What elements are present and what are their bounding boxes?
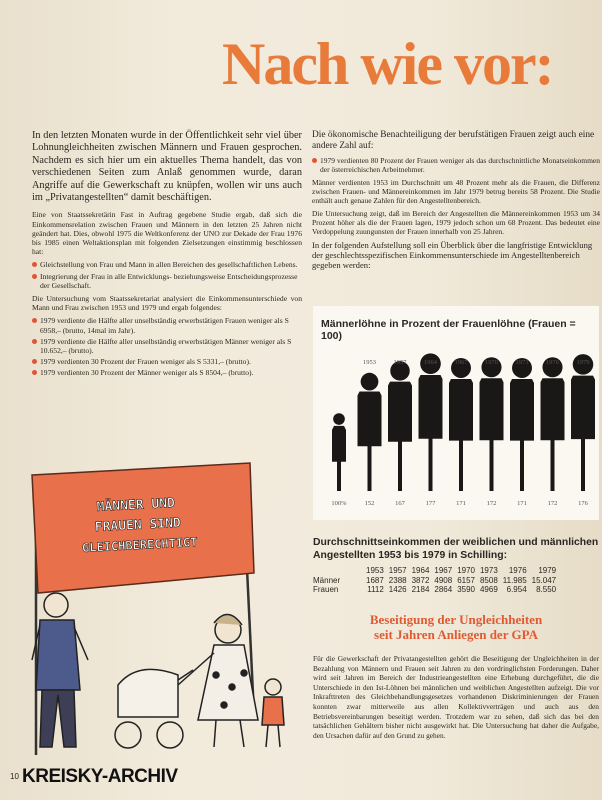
table-cell: 15.047 <box>531 575 557 585</box>
chart-figure-6 <box>510 358 534 491</box>
tick-label: 1957 <box>393 359 407 366</box>
data-label: 171 <box>517 500 527 507</box>
year-header: 1976 <box>508 566 527 575</box>
table-title: Durchschnittseinkommen der weiblichen und männlichen Angestellten 1953 bis 1979 in Schilling: <box>313 537 599 561</box>
chart-figure-5 <box>480 357 504 491</box>
paragraph: Die Untersuchung vom Staatssekretariat analysiert die Einkommensunterschiede von Mann und Frau zwischen 1953 und 1979 und ergab folgendes: <box>32 294 302 313</box>
data-label: 177 <box>425 500 436 507</box>
data-label: 100% <box>331 500 347 507</box>
paragraph: Die ökonomische Benachteiligung der berufstätigen Frauen zeigt auch eine andere Zahl auf: <box>312 130 595 151</box>
tick-label: 1979 <box>576 359 590 366</box>
table-cell: 3872 <box>411 575 430 585</box>
banner-text-2: FRAUEN SIND <box>94 515 182 536</box>
table-cell: 2184 <box>411 585 430 594</box>
woman-figure <box>178 614 258 747</box>
tick-label: 1967 <box>454 359 468 366</box>
row-label: Männer <box>313 575 341 585</box>
table-cell: 8508 <box>479 575 498 585</box>
data-label: 172 <box>486 500 497 507</box>
table-cell: 1112 <box>367 585 384 594</box>
chart-bar <box>332 426 346 491</box>
tick-label: 1953 <box>363 359 376 366</box>
table-cell: 3590 <box>457 585 475 594</box>
table-cell: 2864 <box>434 585 453 594</box>
data-label: 172 <box>547 500 558 507</box>
cartoon-illustration <box>18 455 308 765</box>
chart-bar <box>541 378 565 491</box>
chart-figure-0 <box>332 413 346 491</box>
tick-label: 1970 <box>485 359 498 366</box>
left-column <box>32 130 302 380</box>
figure-head <box>361 373 379 391</box>
income-table <box>313 566 561 595</box>
table-cell: 1426 <box>388 585 407 594</box>
year-header: 1953 <box>366 566 384 575</box>
table-header-row <box>313 566 561 576</box>
paragraph: In der folgenden Aufstellung soll ein Überblick über die langfristige Entwicklung der geschlechtsspezifischen Einkommensunterschiede im Angestelltenbereich gegeben werden: <box>312 240 593 270</box>
bullet-item: 1979 verdienten 80 Prozent der Frauen weniger als das durchschnittliche Monatseinkommen der österreichischen Arbeitnehmer. <box>312 156 600 174</box>
year-header: 1970 <box>457 566 475 575</box>
bullet-item: 1979 verdienten 30 Prozent der Männer weniger als S 8504,– (brutto). <box>32 368 302 377</box>
tick-label: 1976 <box>546 359 559 366</box>
chart-figure-4 <box>449 358 473 491</box>
data-label: 152 <box>364 500 375 507</box>
year-header: 1979 <box>538 566 557 575</box>
paragraph: Männer verdienten 1953 im Durchschnitt um 48 Prozent mehr als die Frauen, die Differenz zwischen Frauen- und Männereinkommen im Jahr 1979 betrug bereits 58 Prozent. Die Studie enthält auch genaue Zahlen für den Angestelltenbereich. <box>312 178 600 205</box>
chart-bar <box>510 379 534 491</box>
bullet-item: 1979 verdiente die Hälfte aller unselbständig erwerbstätigen Frauen weniger als S 6958,– (brutto, 14mal im Jahr). <box>32 316 302 334</box>
year-header: 1973 <box>479 566 498 575</box>
banner-text-3: GLEICHBERECHTIGT <box>81 534 198 556</box>
figure-head <box>333 413 345 425</box>
chart-figure-1 <box>358 373 382 491</box>
data-label: 167 <box>395 500 405 507</box>
child-figure <box>262 679 284 747</box>
bullet-item: 1979 verdiente die Hälfte aller unselbständig erwerbstätigen Männer weniger als S 10.652,– (brutto). <box>32 337 302 355</box>
banner-text-1: MÄNNER UND <box>96 495 176 516</box>
chart-bar <box>480 378 504 491</box>
chart-figure-8 <box>571 354 595 491</box>
year-header: 1957 <box>388 566 407 575</box>
bullet-item: Gleichstellung von Frau und Mann in allen Bereichen des gesellschaftlichen Lebens. <box>32 260 302 269</box>
chart-bar <box>419 375 443 491</box>
table-cell: 2388 <box>388 575 407 585</box>
table-cell: 4908 <box>434 575 453 585</box>
chart-panel <box>313 306 599 520</box>
page-number: 10 <box>10 772 19 781</box>
table-row <box>313 585 561 595</box>
bullet-item: Integrierung der Frau in alle Entwicklungs- beziehungsweise Entscheidungsprozesse der Gesellschaft. <box>32 272 302 290</box>
chart-bar <box>358 392 382 491</box>
tick-label: 1973 <box>515 359 529 366</box>
table-cell: 6157 <box>457 575 475 585</box>
data-label: 171 <box>456 500 466 507</box>
chart-bar <box>571 376 595 491</box>
table-cell: 1687 <box>366 575 384 585</box>
section-title: Beseitigung der Ungleichheiten seit Jahren Anliegen der GPA <box>369 612 543 642</box>
tick-label: 1964 <box>424 359 437 366</box>
man-figure <box>32 593 88 747</box>
chart-bar <box>449 379 473 491</box>
right-column <box>312 130 600 274</box>
chart-figure-7 <box>541 357 565 491</box>
chart-svg <box>313 306 599 520</box>
chart-figure-2 <box>388 361 412 491</box>
table-row <box>313 576 561 586</box>
paragraph: Die Untersuchung zeigt, daß im Bereich der Angestellten die Männereinkommen 1953 um 34 Prozent höher als die der Frauen lagen, 1979 jedoch schon um 68 Prozent. Das bedeutet eine Verdoppelung zuungunsten der Frauen innerhalb von 25 Jahren. <box>312 209 600 236</box>
data-label: 176 <box>578 500 588 507</box>
row-label: Frauen <box>313 585 339 594</box>
intro-text: In den letzten Monaten wurde in der Öffentlichkeit sehr viel über Lohnungleichheiten zwischen Männern und Frauen gesprochen. Nachdem es sich hier um ein aktuelles Thema handelt, das von verschiedenen Seiten zum Anlaß genommen wurde, daran Angriffe auf die Gewerkschaft zu knüpfen, wollen wir uns auch im „Privatangestellten“ damit beschäftigen. <box>32 130 302 204</box>
section-body: Für die Gewerkschaft der Privatangestellten gehört die Beseitigung der Ungleichheiten in der Bezahlung von Männern und Frauen seit Jahren zu den vordringlichsten Forderungen. Daher wird seit Jahren im Bereich der Industrieangestellten eine Erhebung durchgeführt, die die Unterschiede in den Ist-Löhnen bei männlichen und weiblichen Angestellten aufzeigt. Die vor Inkrafttreten des Gleichbehandlungsgesetzes vorhandenen Diskriminierungen der Frauen konnten zwar mitterweile aus allen Kollektivverträgen und auch aus den Betriebsvereinbarungen beseitigt werden. Trotzdem war zu sehen, daß sich das bei den tatsächlichen Gehältern bisher nicht ausgewirkt hat. Die Untersuchung hat daher die Aufgabe, den Ursachen dafür auf den Grund zu gehen. <box>313 654 599 740</box>
table-cell: 8.550 <box>536 585 557 594</box>
chart-title: Männerlöhne in Prozent der Frauenlöhne (Frauen = 100) <box>321 318 576 342</box>
table-cell: 6.954 <box>506 585 527 594</box>
archive-stamp: KREISKY-ARCHIV <box>22 766 178 787</box>
table-cell: 4969 <box>479 585 498 594</box>
table-cell: 11.985 <box>502 575 527 585</box>
paragraph: Eine von Staatssekretärin Fast in Auftrag gegebene Studie ergab, daß sich die Einkommensrelation zwischen Frauen und Männern in den letzten 25 Jahren nicht geändert hat. Dies, obwohl 1975 die Weltkonferenz der UNO zur Dekade der Frau 1976 bis 1985 einen Weltaktionsplan mit folgenden Zielsetzungen einstimmig beschlossen hat: <box>32 210 302 257</box>
chart-bar <box>388 382 412 491</box>
bullet-item: 1979 verdienten 30 Prozent der Frauen weniger als S 5331,– (brutto). <box>32 357 302 366</box>
chart-figure-3 <box>419 353 443 491</box>
year-header: 1967 <box>434 566 453 575</box>
headline: Nach wie vor: <box>222 31 553 97</box>
year-header: 1964 <box>411 566 430 575</box>
